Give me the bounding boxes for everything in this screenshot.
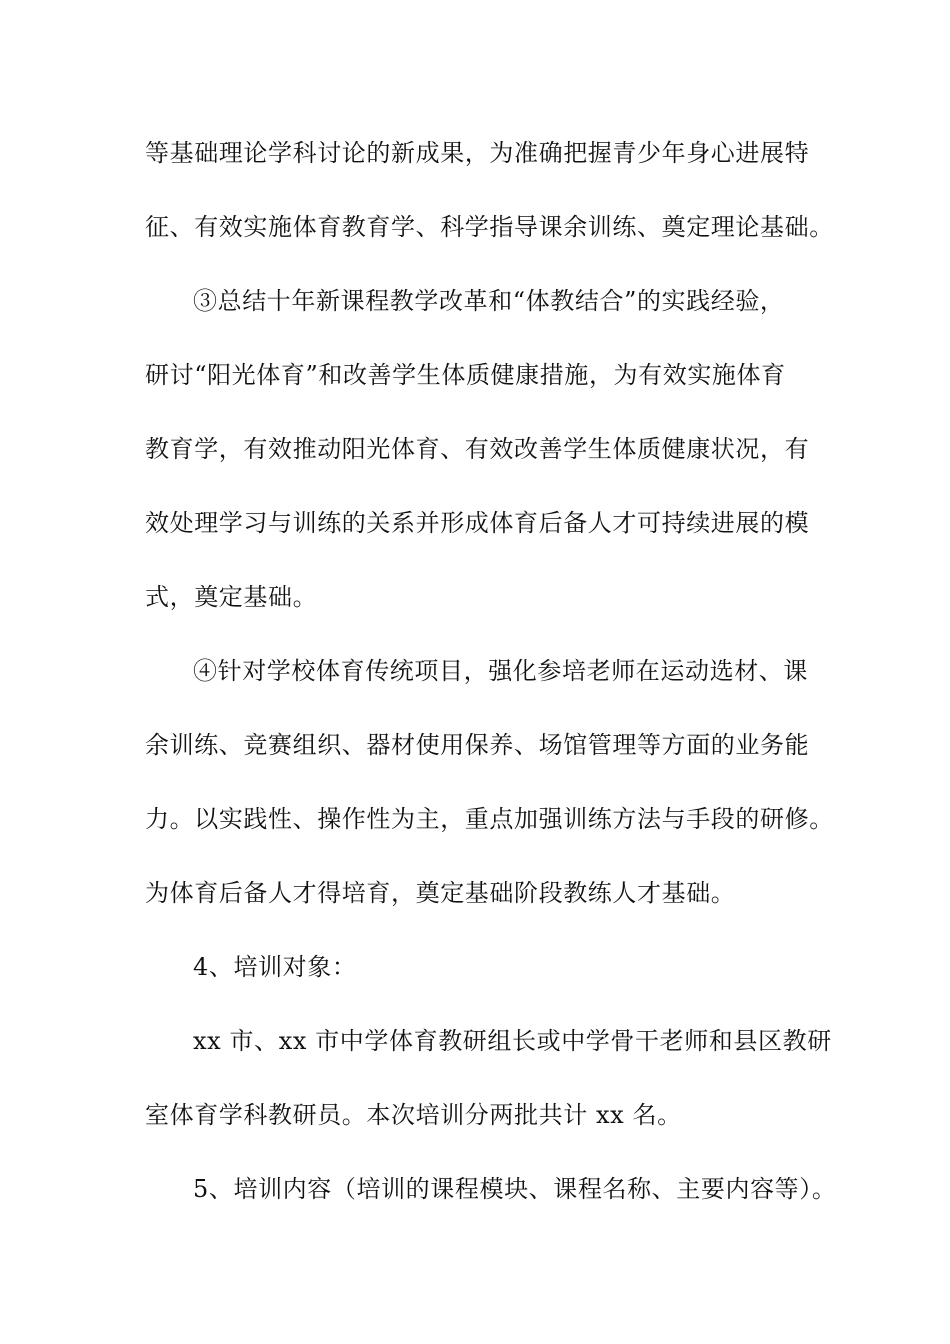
paragraph-line: 式，奠定基础。 — [145, 583, 318, 611]
document-body — [145, 128, 837, 1238]
paragraph-line: 教育学，有效推动阳光体育、有效改善学生体质健康状况，有 — [145, 435, 810, 463]
paragraph-line: 余训练、竞赛组织、器材使用保养、场馆管理等方面的业务能 — [145, 731, 810, 759]
paragraph-line: 等基础理论学科讨论的新成果，为准确把握青少年身心进展特 — [145, 139, 810, 167]
paragraph-line: 室体育学科教研员。本次培训分两批共计 xx 名。 — [145, 1101, 682, 1129]
paragraph-line: 为体育后备人才得培育，奠定基础阶段教练人才基础。 — [145, 879, 736, 907]
paragraph-line: 效处理学习与训练的关系并形成体育后备人才可持续进展的模 — [145, 509, 810, 537]
section-heading: 5、培训内容（培训的课程模块、课程名称、主要内容等）。 — [193, 1175, 837, 1203]
paragraph-line: ③总结十年新课程教学改革和“体教结合”的实践经验， — [193, 287, 785, 315]
paragraph-line: 力。以实践性、操作性为主，重点加强训练方法与手段的研修。 — [145, 805, 834, 833]
paragraph-line: 研讨“阳光体育”和改善学生体质健康措施，为有效实施体育 — [145, 361, 786, 389]
section-heading: 4、培训对象： — [193, 953, 357, 981]
paragraph-line: 征、有效实施体育教育学、科学指导课余训练、奠定理论基础。 — [145, 213, 834, 241]
paragraph-line: xx 市、xx 市中学体育教研组长或中学骨干老师和县区教研 — [193, 1027, 832, 1055]
paragraph-line: ④针对学校体育传统项目，强化参培老师在运动选材、课 — [193, 657, 808, 685]
